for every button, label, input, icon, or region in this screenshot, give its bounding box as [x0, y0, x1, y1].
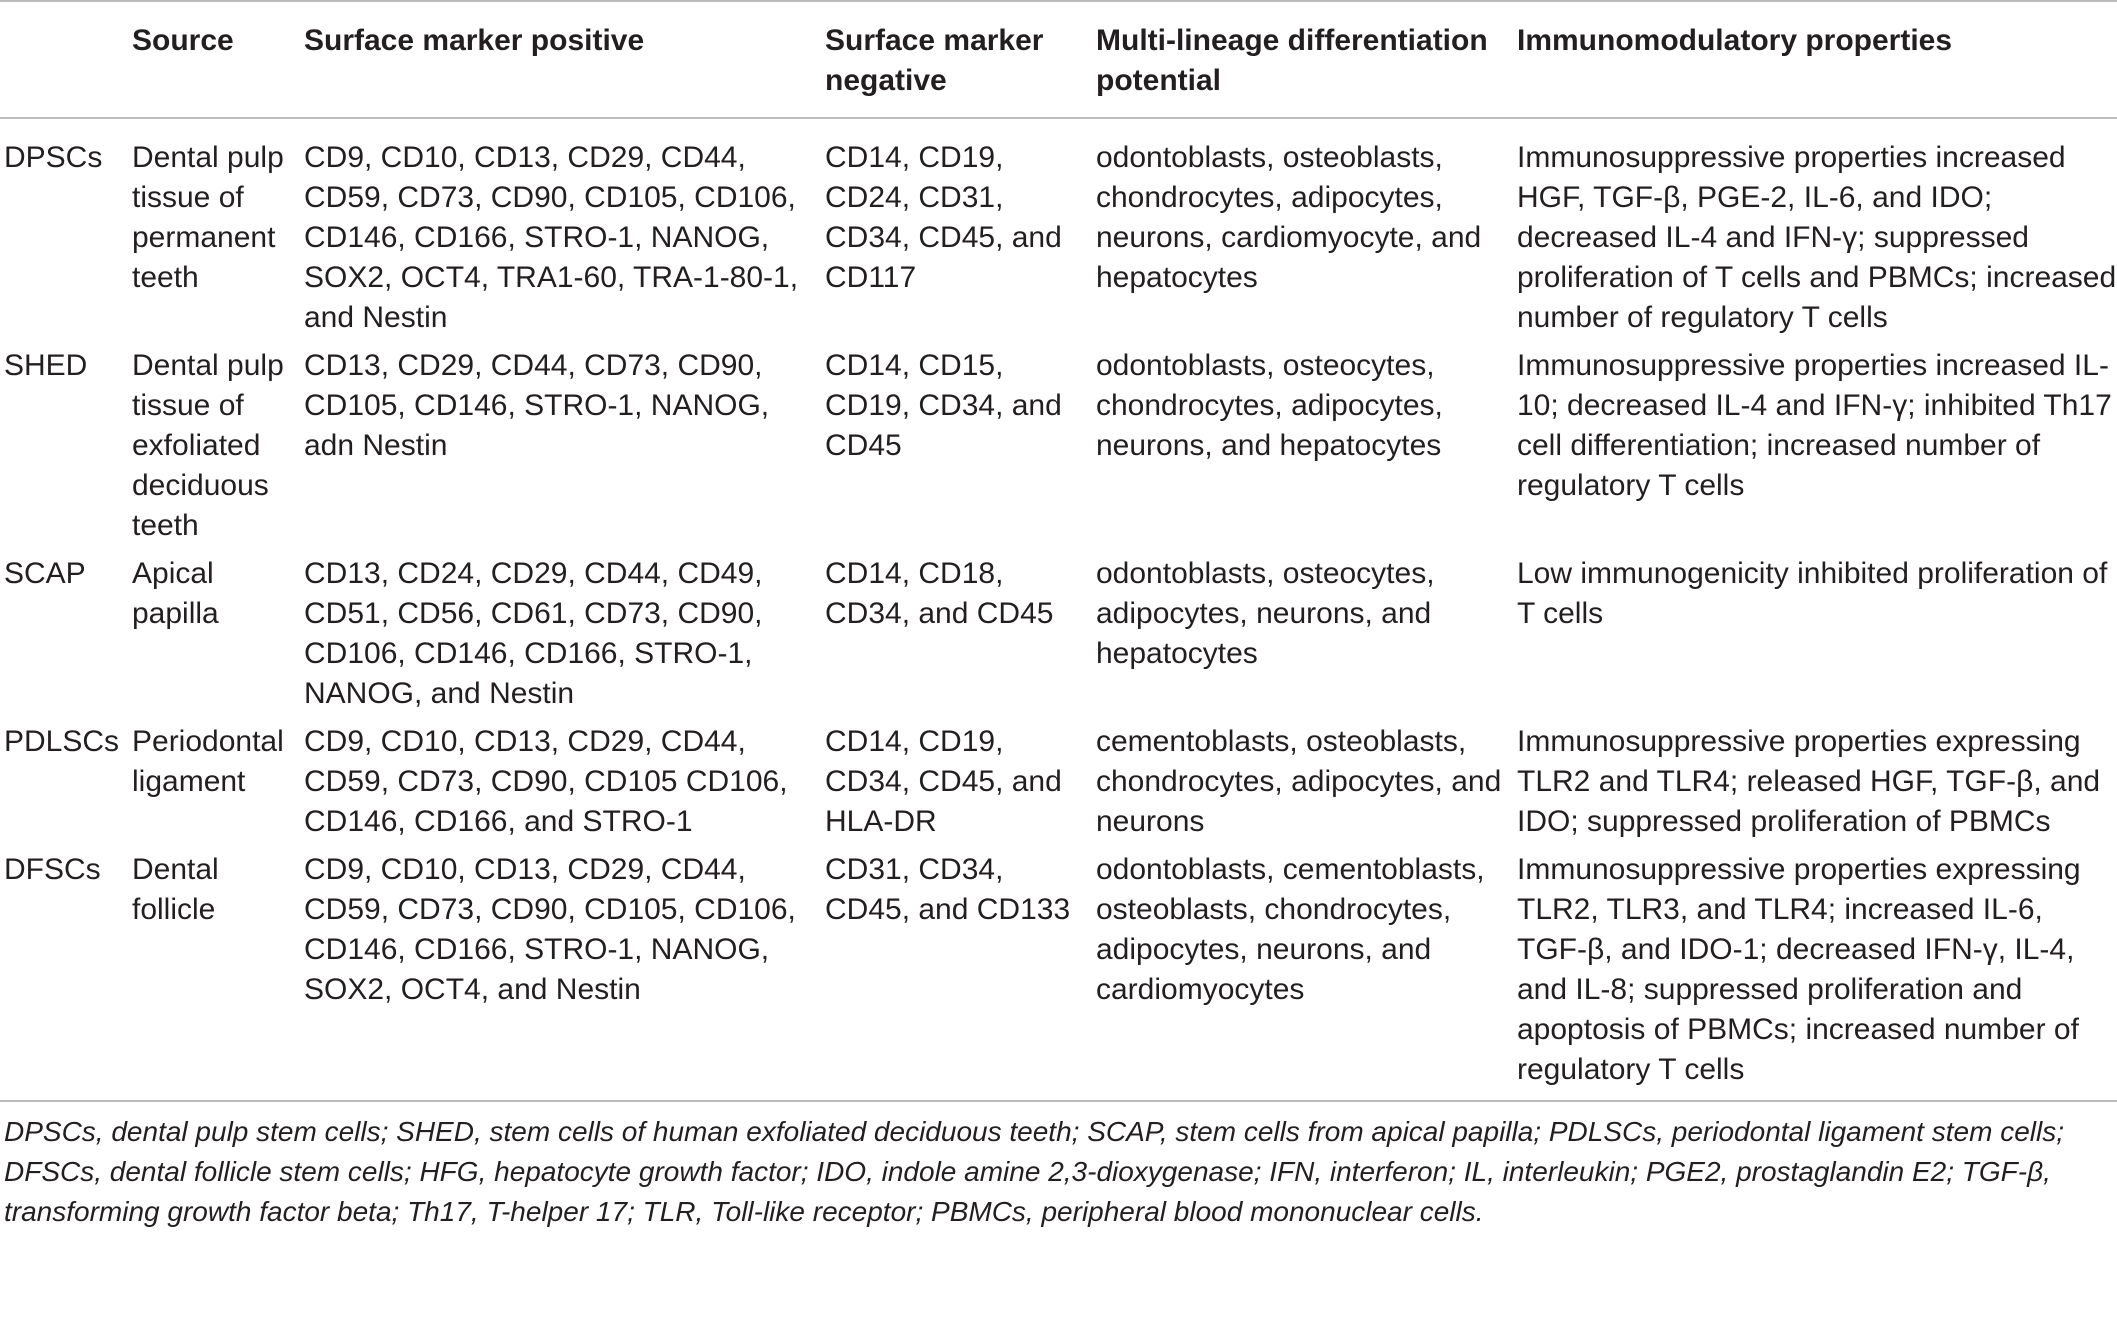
table-row — [0, 346, 2117, 554]
cell-differentiation: odontoblasts, osteoblasts, chondrocytes, adipocytes, neurons, cardiomyocyte, and hepatocytes — [1096, 141, 1482, 294]
table-row — [0, 118, 2117, 346]
cell-type: SCAP — [4, 557, 86, 590]
cell-positive-markers: CD9, CD10, CD13, CD29, CD44, CD59, CD73, CD90, CD105 CD106, CD146, CD166, and STRO-1 — [304, 725, 788, 838]
cell-type: SHED — [4, 349, 88, 382]
cell-source: Periodontal ligament — [132, 725, 284, 798]
cell-negative-markers: CD14, CD19, CD34, CD45, and HLA-DR — [825, 725, 1062, 838]
cell-positive-markers: CD9, CD10, CD13, CD29, CD44, CD59, CD73, CD90, CD105, CD106, CD146, CD166, STRO-1, NANOG, SOX2, OCT4, and Nestin — [304, 850, 825, 1101]
cell-source: Dental pulp tissue of permanent teeth — [132, 141, 284, 294]
table-row — [0, 850, 2117, 1101]
cell-immunomodulatory: Immunosuppressive properties expressing TLR2, TLR3, and TLR4; increased IL-6, TGF-β, and IDO-1; decreased IFN-γ, IL-4, and IL-8; suppressed proliferation and apoptosis of PBMCs; increased number of regulatory T cells — [1517, 850, 2117, 1101]
table-footnote: DPSCs, dental pulp stem cells; SHED, stem cells of human exfoliated deciduous teeth; SCAP, stem cells from apical papilla; PDLSCs, periodontal ligament stem cells; DFSCs, dental follicle stem cells; HFG, hepatocyte growth factor; IDO, indole amine 2,3-dioxygenase; IFN, interferon; IL, interleukin; PGE2, prostaglandin E2; TGF-β, transforming growth factor beta; Th17, T-helper 17; TLR, Toll-like receptor; PBMCs, peripheral blood mononuclear cells. — [4, 1116, 2064, 1227]
cell-immunomodulatory: Immunosuppressive properties increased IL-10; decreased IL-4 and IFN-γ; inhibited Th17 cell differentiation; increased number of regulatory T cells — [1517, 349, 2112, 502]
cell-immunomodulatory: Immunosuppressive properties expressing TLR2 and TLR4; released HGF, TGF-β, and IDO; suppressed proliferation of PBMCs — [1517, 725, 2101, 838]
cell-type: PDLSCs — [4, 725, 120, 758]
table-header-row — [0, 1, 2117, 118]
cell-positive-markers: CD13, CD29, CD44, CD73, CD90, CD105, CD146, STRO-1, NANOG, adn Nestin — [304, 349, 770, 462]
cell-source: Dental pulp tissue of exfoliated deciduous teeth — [132, 349, 284, 542]
cell-negative-markers: CD14, CD19, CD24, CD31, CD34, CD45, and CD117 — [825, 141, 1062, 294]
cell-differentiation: cementoblasts, osteoblasts, chondrocytes, adipocytes, and neurons — [1096, 725, 1502, 838]
header-differentiation-potential: Multi-lineage differentiation potential — [1096, 1, 1517, 118]
cell-negative-markers: CD14, CD15, CD19, CD34, and CD45 — [825, 349, 1062, 462]
cell-immunomodulatory: Low immunogenicity inhibited proliferation of T cells — [1517, 557, 2108, 630]
cell-differentiation: odontoblasts, osteocytes, adipocytes, neurons, and hepatocytes — [1096, 557, 1435, 670]
table-row — [0, 722, 2117, 850]
cell-negative-markers: CD31, CD34, CD45, and CD133 — [825, 850, 1096, 1101]
cell-negative-markers: CD14, CD18, CD34, and CD45 — [825, 557, 1054, 630]
cell-positive-markers: CD9, CD10, CD13, CD29, CD44, CD59, CD73, CD90, CD105, CD106, CD146, CD166, STRO-1, NANOG, SOX2, OCT4, TRA1-60, TRA-1-80-1, and Nestin — [304, 141, 799, 334]
cell-differentiation: odontoblasts, osteocytes, chondrocytes, adipocytes, neurons, and hepatocytes — [1096, 349, 1443, 462]
header-surface-marker-positive: Surface marker positive — [304, 1, 825, 118]
cell-type: DPSCs — [4, 141, 103, 174]
cell-differentiation: odontoblasts, cementoblasts, osteoblasts, chondrocytes, adipocytes, neurons, and cardiomyocytes — [1096, 850, 1517, 1101]
header-surface-marker-negative: Surface marker negative — [825, 1, 1096, 118]
table-row — [0, 554, 2117, 722]
header-cell-type — [0, 1, 132, 118]
cell-positive-markers: CD13, CD24, CD29, CD44, CD49, CD51, CD56, CD61, CD73, CD90, CD106, CD146, CD166, STRO-1, NANOG, and Nestin — [304, 557, 763, 710]
cell-source: Dental follicle — [132, 850, 304, 1101]
cell-immunomodulatory: Immunosuppressive properties increased HGF, TGF-β, PGE-2, IL-6, and IDO; decreased IL-4 and IFN-γ; suppressed proliferation of T cells and PBMCs; increased number of regulatory T cells — [1517, 141, 2117, 334]
header-immunomodulatory-properties: Immunomodulatory properties — [1517, 1, 2117, 118]
header-source: Source — [132, 1, 304, 118]
cell-source: Apical papilla — [132, 557, 219, 630]
cell-type: DFSCs — [0, 850, 132, 1101]
